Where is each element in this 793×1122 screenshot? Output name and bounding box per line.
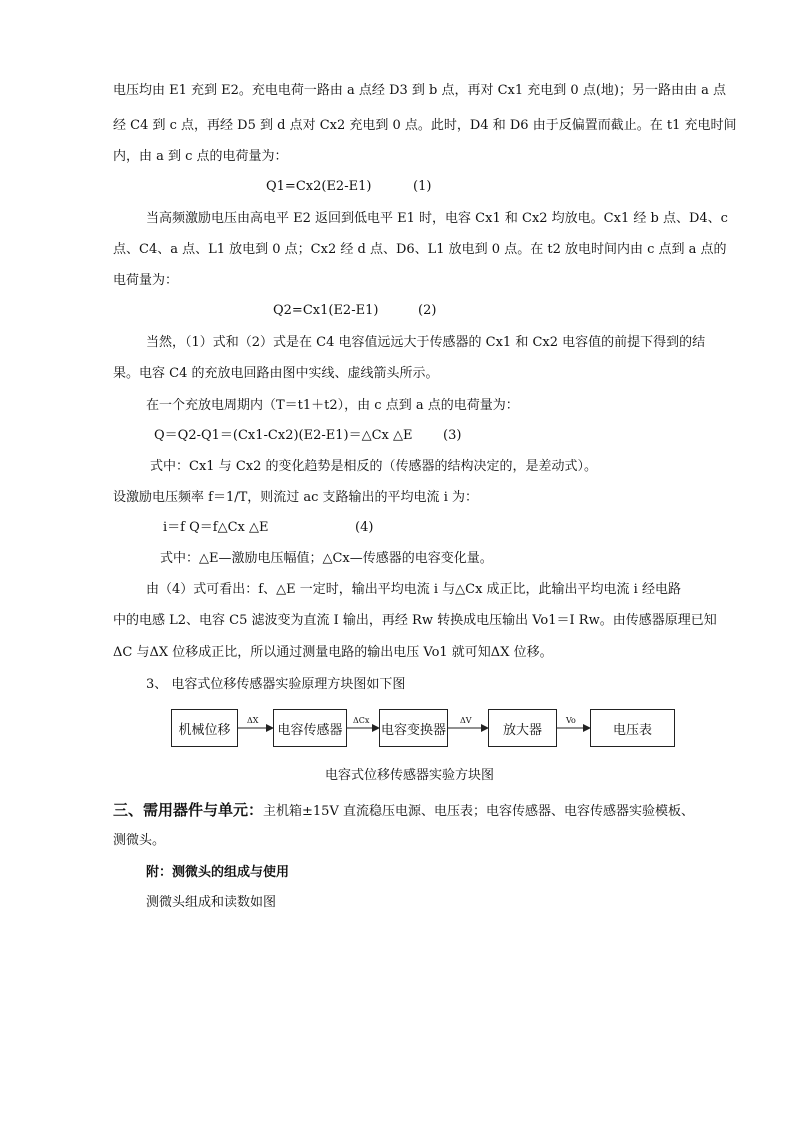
- section-3-text: 主机箱±15V 直流稳压电源、电压表；电容传感器、电容传感器实验模板、: [263, 804, 694, 819]
- section-3-line2: 测微头。: [113, 833, 166, 848]
- p3-line2: 果。电容 C4 的充放电回路由图中实线、虚线箭头所示。: [113, 366, 439, 381]
- section-3-line1: [113, 801, 694, 821]
- equation-4-number: (4): [355, 520, 374, 535]
- section-3-title: 三、需用器件与单元：: [113, 801, 264, 819]
- arrow-label-dx: ΔX: [247, 716, 259, 725]
- equation-3-number: (3): [443, 428, 462, 443]
- block-capacitive-sensor: 电容传感器: [273, 709, 347, 747]
- equation-1: Q1=Cx2(E2-E1): [266, 179, 372, 194]
- appendix-title: 附：测微头的组成与使用: [146, 865, 290, 880]
- p1-line1: 电压均由 E1 充到 E2。充电电荷一路由 a 点经 D3 到 b 点，再对 Cx1 充电到 0 点(地)；另一路由由 a 点: [113, 83, 726, 98]
- p8-line3: ΔC 与ΔX 位移成正比，所以通过测量电路的输出电压 Vo1 就可知ΔX 位移。: [113, 645, 553, 660]
- p3-line1: 当然，（1）式和（2）式是在 C4 电容值远远大于传感器的 Cx1 和 Cx2 电容值的前提下得到的结: [146, 335, 706, 350]
- equation-2: Q2=Cx1(E2-E1): [273, 303, 379, 318]
- block-capacitance-converter: 电容变换器: [379, 709, 448, 747]
- item-3-heading: 3、 电容式位移传感器实验原理方块图如下图: [146, 677, 406, 692]
- arrow-label-dv: ΔV: [460, 716, 472, 725]
- block-voltmeter: 电压表: [590, 709, 675, 747]
- p1-line3: 内，由 a 到 c 点的电荷量为：: [113, 149, 288, 164]
- diagram-caption: 电容式位移传感器实验方块图: [325, 768, 495, 783]
- arrow-label-vo: Vo: [566, 716, 576, 725]
- appendix-text: 测微头组成和读数如图: [146, 895, 277, 910]
- equation-3: Q＝Q2-Q1＝(Cx1-Cx2)(E2-E1)＝△Cx △E: [154, 428, 413, 443]
- p5: 式中：Cx1 与 Cx2 的变化趋势是相反的（传感器的结构决定的，是差动式）。: [150, 459, 597, 474]
- block-amplifier: 放大器: [488, 709, 557, 747]
- p2-line1: 当高频激励电压由高电平 E2 返回到低电平 E1 时，电容 Cx1 和 Cx2 均放电。Cx1 经 b 点、D4、c: [146, 211, 728, 226]
- equation-4: i＝f Q＝f△Cx △E: [163, 520, 269, 535]
- equation-2-number: (2): [418, 303, 437, 318]
- p7: 式中：△E—激励电压幅值；△Cx—传感器的电容变化量。: [160, 551, 493, 566]
- p8-line2: 中的电感 L2、电容 C5 滤波变为直流 I 输出，再经 Rw 转换成电压输出 Vo1＝I Rw。由传感器原理已知: [113, 613, 717, 628]
- p2-line3: 电荷量为：: [113, 273, 179, 288]
- p8-line1: 由（4）式可看出：f、△E 一定时，输出平均电流 i 与△Cx 成正比，此输出平均电流 i 经电路: [146, 582, 681, 597]
- p2-line2: 点、C4、a 点、L1 放电到 0 点；Cx2 经 d 点、D6、L1 放电到 0 点。在 t2 放电时间内由 c 点到 a 点的: [113, 242, 727, 257]
- p1-line2: 经 C4 到 c 点，再经 D5 到 d 点对 Cx2 充电到 0 点。此时，D4 和 D6 由于反偏置而截止。在 t1 充电时间: [113, 118, 737, 133]
- p6: 设激励电压频率 f＝1/T，则流过 ac 支路输出的平均电流 i 为：: [113, 490, 478, 505]
- equation-1-number: (1): [413, 179, 432, 194]
- block-mechanical-displacement: 机械位移: [171, 709, 238, 747]
- p4: 在一个充放电周期内（T＝t1＋t2），由 c 点到 a 点的电荷量为：: [146, 398, 519, 413]
- arrow-label-dcx: ΔCx: [353, 716, 370, 725]
